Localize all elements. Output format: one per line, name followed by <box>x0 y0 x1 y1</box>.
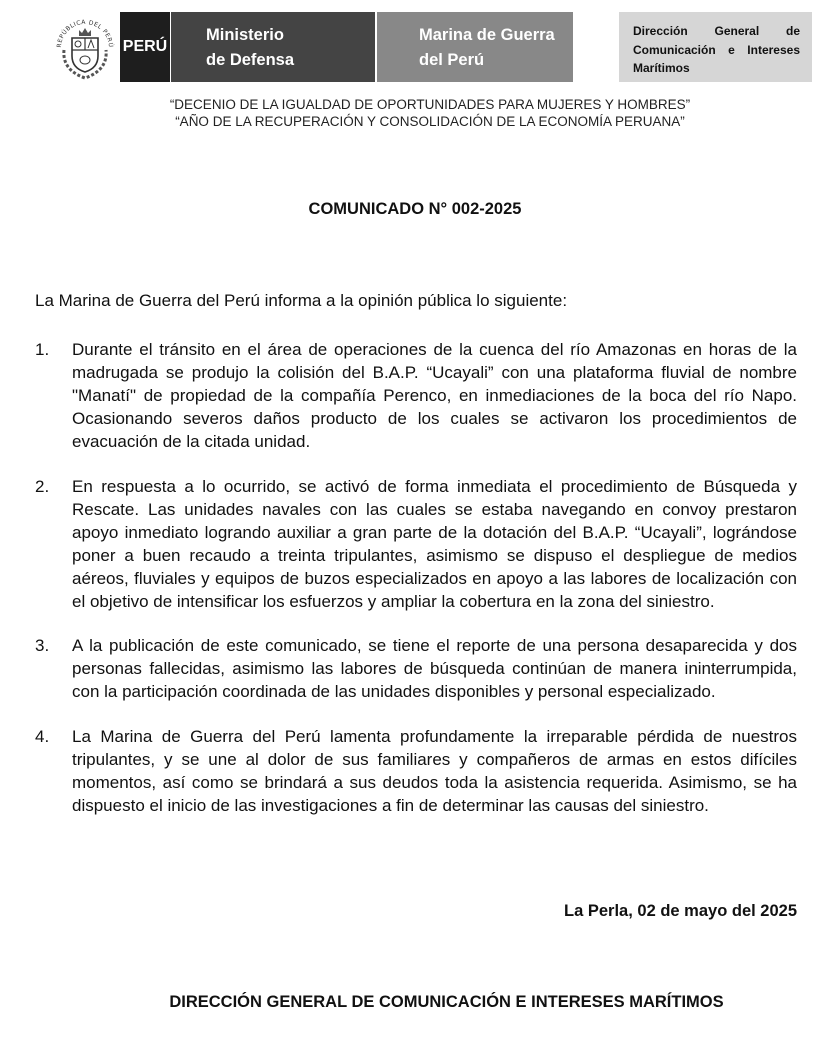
navy-box <box>377 12 573 82</box>
signature-footer: DIRECCIÓN GENERAL DE COMUNICACIÓN E INTERESES MARÍTIMOS <box>169 993 724 1011</box>
item-number: 3. <box>35 636 50 655</box>
letterhead <box>52 12 812 82</box>
seal-text: REPÚBLICA DEL PERÚ <box>55 18 115 48</box>
decade-names <box>0 96 830 130</box>
direction-line-2: Comunicación e Intereses <box>633 42 800 57</box>
navy-line-2: del Perú <box>419 51 485 69</box>
direction-line-3: Marítimos <box>633 61 690 75</box>
list-item <box>35 475 797 613</box>
numbered-list <box>35 338 797 839</box>
decade-line-1: “DECENIO DE LA IGUALDAD DE OPORTUNIDADES PARA MUJERES Y HOMBRES” <box>169 97 691 112</box>
ministry-box <box>171 12 375 82</box>
item-number: 1. <box>35 340 50 359</box>
item-text: A la publicación de este comunicado, se tiene el reporte de una persona desaparecida y dos personas fallecidas, asimismo las labores de búsqueda continúan de manera ininterrumpida, con la participación coordinada de las unidades disponibles y personal especializado. <box>72 636 797 701</box>
decade-line-2: “AÑO DE LA RECUPERACIÓN Y CONSOLIDACIÓN DE LA ECONOMÍA PERUANA” <box>175 114 685 129</box>
ministry-line-2: de Defensa <box>206 51 295 69</box>
navy-line-1: Marina de Guerra <box>419 26 555 44</box>
direction-line-1: Dirección General de <box>633 24 800 38</box>
coat-of-arms-icon <box>52 12 118 82</box>
list-item <box>35 338 797 453</box>
country-label: PERÚ <box>122 38 168 55</box>
intro-paragraph: La Marina de Guerra del Perú informa a la opinión pública lo siguiente: <box>35 291 568 310</box>
list-item <box>35 725 797 817</box>
item-text: En respuesta a lo ocurrido, se activó de forma inmediata el procedimiento de Búsqueda y Rescate. Las unidades navales con las cuales se estaba navegando en convoy prestaron apoyo inmediato logrando auxiliar a gran parte de la dotación del B.A.P. “Ucayali”, lográndose poner a buen recaudo a treinta tripulantes, asimismo se dispuso el despliegue de medios aéreos, fluviales y equipos de buzos especializados en apoyo a las labores de localización con el objetivo de intensificar los esfuerzos y ampliar la cobertura en la zona del siniestro. <box>72 477 797 611</box>
list-item <box>35 634 797 703</box>
direction-box <box>619 12 812 82</box>
ministry-line-1: Ministerio <box>206 26 284 44</box>
item-number: 2. <box>35 477 50 496</box>
item-text: La Marina de Guerra del Perú lamenta profundamente la irreparable pérdida de nuestros tripulantes, y se une al dolor de sus familiares y compañeros de armas en estos difíciles momentos, así como se brindará a sus deudos toda la asistencia requerida. Asimismo, se ha dispuesto el inicio de las investigaciones a fin de determinar las causas del siniestro. <box>72 727 797 815</box>
item-text: Durante el tránsito en el área de operaciones de la cuenca del río Amazonas en horas de la madrugada se produjo la colisión del B.A.P. “Ucayali” con una plataforma fluvial de nombre "Manatí" de propiedad de la compañía Perenco, en inmediaciones de la boca del río Napo. Ocasionando severos daños producto de los cuales se activaron los procedimientos de evacuación de la citada unidad. <box>72 340 797 451</box>
item-number: 4. <box>35 727 50 746</box>
date-line: La Perla, 02 de mayo del 2025 <box>564 902 797 920</box>
peru-box <box>120 12 170 82</box>
communique-title: COMUNICADO N° 002-2025 <box>308 200 522 218</box>
